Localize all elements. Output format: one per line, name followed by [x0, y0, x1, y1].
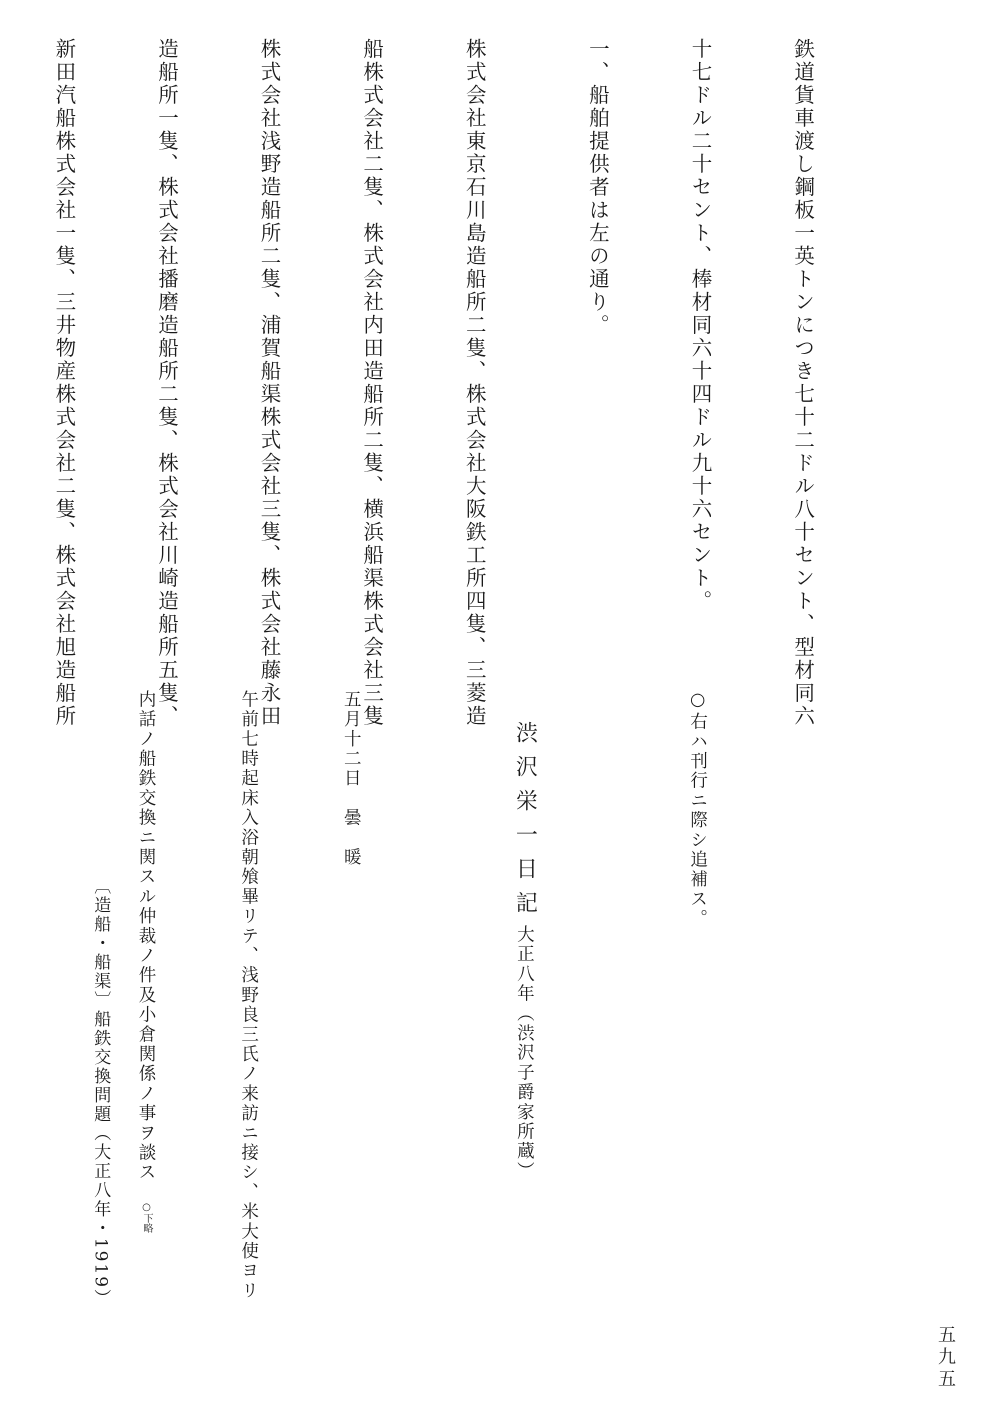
footer-topic: 船鉄交換問題 [90, 1009, 111, 1124]
text-line: 船株式会社二隻、株式会社内田造船所二隻、横浜船渠株式会社三隻 [359, 38, 384, 728]
page-number: 五九五 [935, 1325, 956, 1391]
omission-mark: ○下略 [141, 1202, 153, 1234]
text-line: 十七ドル二十セント、棒材同六十四ドル九十六セント。 [687, 38, 712, 613]
text-line: 新田汽船株式会社一隻、三井物産株式会社二隻、株式会社旭造船所 [51, 38, 76, 728]
newspaper-title-line [0, 690, 26, 1340]
diary-date: 五月十二日 曇 暖 [341, 690, 362, 868]
diary-year: 大正八年 [514, 925, 535, 1004]
text-line: 鉄道貨車渡し鋼板一英トンにつき七十二ドル八十セント、型材同六 [790, 38, 815, 728]
text-line: 一、船舶提供者は左の通り。 [585, 38, 610, 337]
diary-source: （渋沢子爵家所蔵） [514, 1003, 535, 1182]
diary-title: 渋沢栄一日記 [512, 721, 538, 926]
upper-text-block [0, 38, 888, 728]
footer-year: （大正八年・1919） [90, 1123, 111, 1309]
text-line: 株式会社東京石川島造船所二隻、株式会社大阪鉄工所四隻、三菱造 [462, 38, 487, 728]
running-footer [82, 862, 145, 1382]
diary-line: 午前七時起床入浴朝飧畢リテ、浅野良三氏ノ来訪ニ接シ、米大使ヨリ [238, 690, 259, 1301]
diary-line-text: 内話ノ船鉄交換ニ関スル仲裁ノ件及小倉関係ノ事ヲ談ス [136, 690, 157, 1183]
supplement-note: ○右ハ刊行ニ際シ追補ス。 [687, 690, 708, 929]
text-line: 造船所一隻、株式会社播磨造船所二隻、株式会社川崎造船所五隻、 [154, 38, 179, 728]
text-line: 株式会社浅野造船所二隻、浦賀船渠株式会社三隻、株式会社藤永田 [257, 38, 282, 728]
footer-section: 〔造船・船渠〕 [90, 876, 111, 1010]
diary-title-line [471, 690, 578, 1340]
